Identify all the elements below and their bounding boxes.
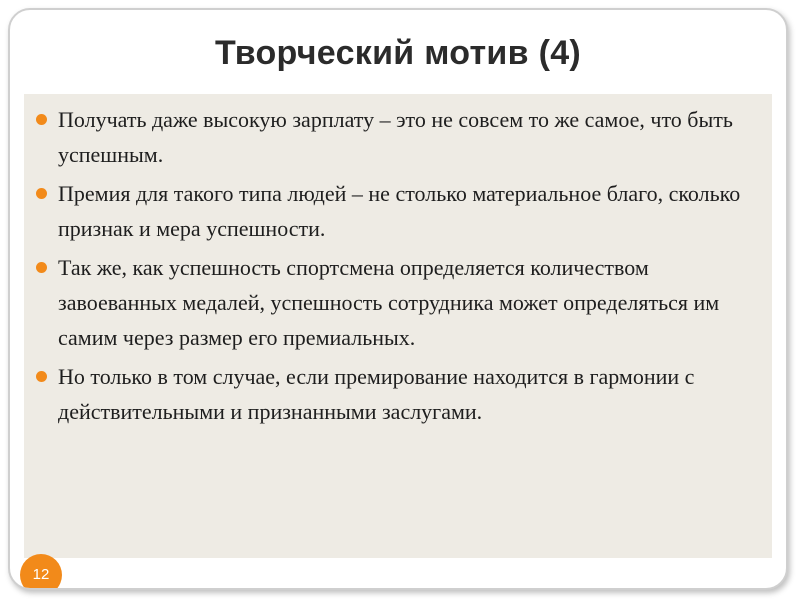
bullet-text: Но только в том случае, если премирование находится в гармонии с действительными и признанными заслугами. <box>58 364 695 424</box>
bullet-dot-icon <box>36 262 47 273</box>
slide-title: Творческий мотив (4) <box>214 34 582 72</box>
bullet-list <box>24 94 772 429</box>
bullet-item <box>58 102 760 172</box>
slide-frame <box>8 8 788 590</box>
bullet-text: Получать даже высокую зарплату – это не совсем то же самое, что быть успешным. <box>58 107 733 167</box>
bullet-dot-icon <box>36 371 47 382</box>
bullet-item <box>58 176 760 246</box>
bullet-text: Премия для такого типа людей – не столько материальное благо, сколько признак и мера успешности. <box>58 181 741 241</box>
content-panel <box>24 94 772 558</box>
bullet-item <box>58 250 760 355</box>
bullet-dot-icon <box>36 188 47 199</box>
bullet-item <box>58 359 760 429</box>
bullet-text: Так же, как успешность спортсмена определяется количеством завоеванных медалей, успешность сотрудника может определяться им самим через размер его премиальных. <box>58 255 720 350</box>
page-number-badge: 12 <box>20 554 62 590</box>
bullet-dot-icon <box>36 114 47 125</box>
